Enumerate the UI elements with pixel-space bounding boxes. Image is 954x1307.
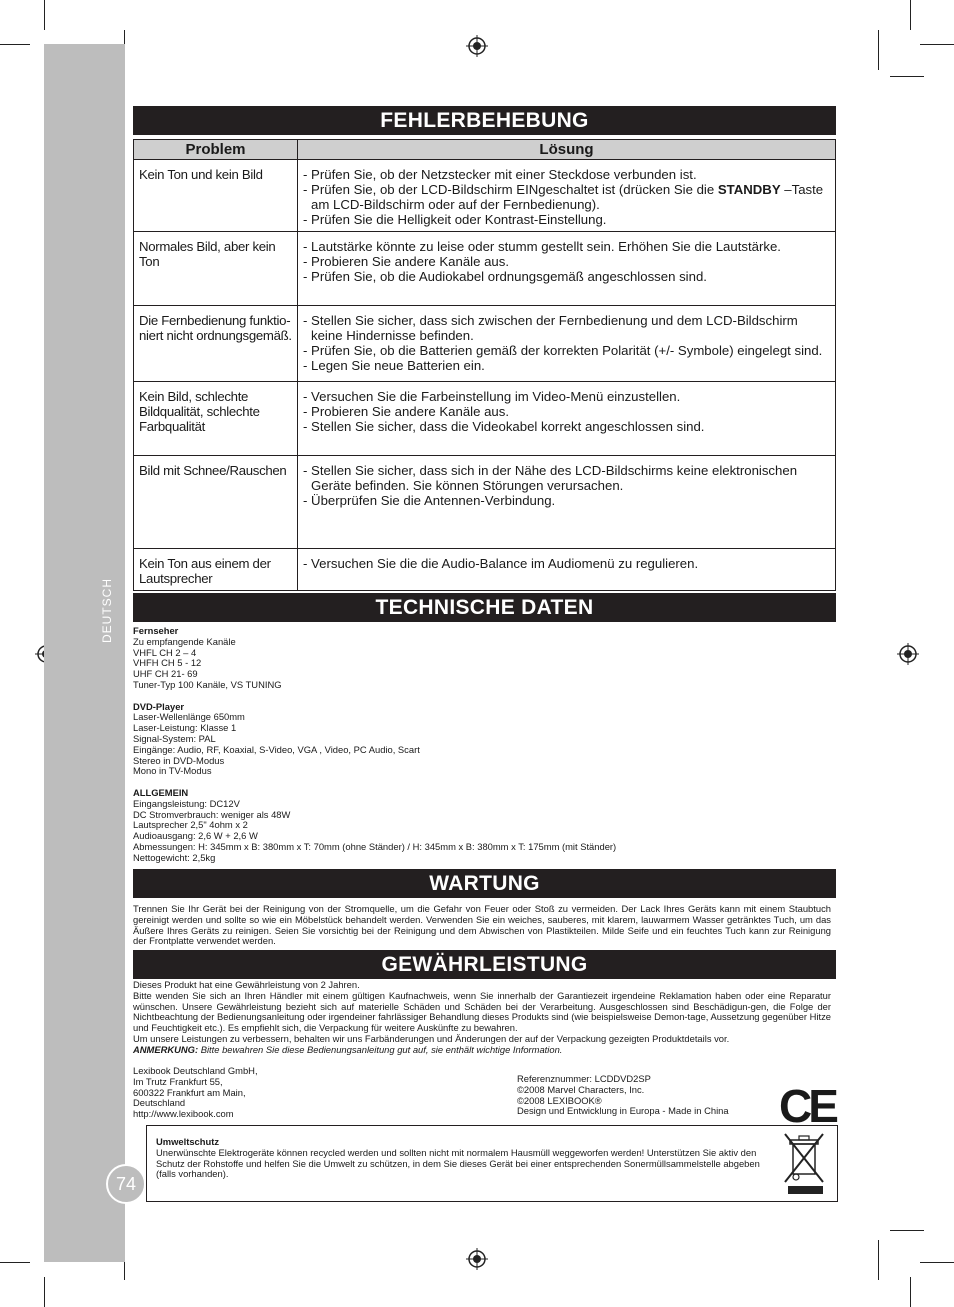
spec-line: Laser-Wellenlänge 650mm (133, 711, 245, 723)
crop-mark (910, 1277, 911, 1307)
spec-line: Laser-Leistung: Klasse 1 (133, 722, 237, 734)
warranty-paragraph: Um unsere Leistungen zu verbessern, behalten wir uns Farbänderungen und Änderungen der auf der Verpackung gezeigten Produktdetails vor. (133, 1032, 730, 1044)
crop-mark (920, 1262, 954, 1263)
spec-line: Abmessungen: H: 345mm x B: 380mm x T: 70mm (ohne Ständer) / H: 345mm x B: 380mm x T: 175mm (mit Ständer) (133, 840, 617, 852)
table-row (134, 456, 836, 549)
solution-line: - Prüfen Sie, ob die Batterien gemäß der korrekten Polarität (+/- Symbole) eingelegt sind. (303, 343, 823, 358)
solution-line: - Stellen Sie sicher, dass sich zwischen der Fernbedienung und dem LCD-Bildschirm keine Hindernisse befinden. (303, 313, 798, 343)
warranty-paragraph: Dieses Produkt hat eine Gewährleistung von 2 Jahren. (133, 979, 360, 990)
address-line: 600322 Frankfurt am Main, (133, 1086, 246, 1098)
spec-line: Eingangsleistung: DC12V (133, 797, 240, 809)
reference-line: ©2008 Marvel Characters, Inc. (517, 1083, 645, 1095)
registration-mark-icon (466, 1248, 488, 1270)
table-header-row (134, 140, 836, 160)
solution-line: - Probieren Sie andere Kanäle aus. (303, 404, 510, 419)
problem-cell: Bild mit Schnee/Rauschen (134, 456, 298, 549)
crop-mark (910, 0, 911, 30)
standby-key-label: STANDBY (717, 182, 781, 197)
crop-mark (878, 1240, 879, 1280)
crop-mark (890, 1230, 924, 1231)
solution-text: - Prüfen Sie, ob der LCD-Bildschirm EINgeschaltet ist (drücken Sie die (303, 182, 718, 197)
ce-mark-icon: CE (779, 1080, 835, 1132)
crop-mark (0, 44, 30, 45)
spec-line: VHFH CH 5 - 12 (133, 657, 202, 669)
language-label: DEUTSCH (100, 577, 114, 643)
crop-mark (878, 30, 879, 70)
spec-line: UHF CH 21- 69 (133, 668, 198, 680)
environment-title: Umweltschutz (156, 1136, 220, 1147)
spec-line: DC Stromverbrauch: weniger als 48W (133, 808, 291, 820)
spec-line: Lautsprecher 2,5" 4ohm x 2 (133, 819, 248, 831)
spec-line: Audioausgang: 2,6 W + 2,6 W (133, 830, 258, 842)
environment-text: Unerwünschte Elektrogeräte können recycled werden und sollten nicht mit normalem Hausmüll weggeworfen werden! Unterstützen Sie aktiv den Schutz der Rohstoffe und helfen Sie die Umwelt zu schützen, in dem Sie dieses Gerät bei einer entsprechenden Sonermüllsammelstelle abgeben (falls vorhanden). (156, 1146, 760, 1180)
solution-line: - Prüfen Sie die Helligkeit oder Kontrast-Einstellung. (303, 212, 607, 227)
problem-cell: Die Fernbedienung funktio-niert nicht ordnungsgemäß. (134, 306, 298, 382)
warranty-note (133, 1045, 831, 1056)
table-row (134, 382, 836, 456)
problem-cell: Kein Ton aus einem der Lautsprecher (134, 549, 298, 591)
warranty-title: GEWÄHRLEISTUNG (133, 950, 836, 979)
table-row (134, 549, 836, 591)
solution-line: - Stellen Sie sicher, dass die Videokabel korrekt angeschlossen sind. (303, 419, 705, 434)
address-line: Im Trutz Frankfurt 55, (133, 1075, 223, 1087)
tech-specs-block (133, 626, 833, 864)
column-header-problem: Problem (134, 140, 298, 160)
solution-line: - Prüfen Sie, ob der Netzstecker mit einer Steckdose verbunden ist. (303, 167, 697, 182)
problem-cell: Normales Bild, aber kein Ton (134, 232, 298, 306)
solution-cell (298, 456, 836, 549)
note-label: ANMERKUNG: (133, 1043, 199, 1055)
environment-content (156, 1137, 771, 1180)
crop-mark (890, 76, 924, 77)
solution-line: - Versuchen Sie die Farbeinstellung im Video-Menü einzustellen. (303, 389, 681, 404)
solution-line: - Legen Sie neue Batterien ein. (303, 358, 485, 373)
reference-line: ©2008 LEXIBOOK® (517, 1094, 602, 1106)
dvd-heading: DVD-Player (133, 700, 185, 712)
solution-line: - Lautstärke könnte zu leise oder stumm gestellt sein. Erhöhen Sie die Lautstärke. (303, 239, 781, 254)
spec-line: Tuner-Typ 100 Kanäle, VS TUNING (133, 678, 282, 690)
crop-mark (44, 1277, 45, 1307)
spec-line: Eingänge: Audio, RF, Koaxial, S-Video, VGA , Video, PC Audio, Scart (133, 743, 420, 755)
column-header-solution: Lösung (298, 140, 836, 160)
solution-cell (298, 160, 836, 232)
tv-heading: Fernseher (133, 625, 179, 636)
spec-line: Zu empfangende Kanäle (133, 635, 236, 647)
address-line: Deutschland (133, 1097, 186, 1109)
solution-line: - Prüfen Sie, ob die Audiokabel ordnungsgemäß angeschlossen sind. (303, 269, 707, 284)
spec-line: VHFL CH 2 – 4 (133, 646, 197, 658)
reference-info (517, 1074, 767, 1117)
troubleshooting-title: FEHLERBEHEBUNG (133, 106, 836, 135)
reference-line: Design und Entwicklung in Europa - Made in China (517, 1105, 729, 1117)
general-heading: ALLGEMEIN (133, 786, 189, 798)
side-strip (44, 44, 125, 1262)
crossed-out-bin-icon (783, 1130, 827, 1194)
solution-line: - Stellen Sie sicher, dass sich in der Nähe des LCD-Bildschirms keine elektronischen Geräte befinden. Sie können Störungen verursachen. (303, 463, 798, 493)
reference-line: Referenznummer: LCDDVD2SP (517, 1073, 651, 1084)
problem-cell: Kein Bild, schlechte Bildqualität, schlechte Farbqualität (134, 382, 298, 456)
maintenance-text: Trennen Sie Ihr Gerät bei der Reinigung von der Stromquelle, um die Gefahr von Feuer oder Stoß zu vermeiden. Der Lack Ihres Geräts kann mit einem Staubtuch gereinigt werden und sollte so wie ein Möbelstück behandelt werden. Verwenden Sie ein weiches, sauberes, mit klarem, lauwarmem Wasser getränktes Tuch, um das Äußere Ihres Geräts zu reinigen. Seien Sie vorsichtig bei der Reinigung und dem Abwischen von Plastikteilen. Milde Seife und ein feuchtes Tuch kann zur Reinigung der Frontplatte verwendet werden. (133, 903, 831, 947)
problem-cell: Kein Ton und kein Bild (134, 160, 298, 232)
table-row (134, 160, 836, 232)
crop-mark (0, 1262, 30, 1263)
spec-line: Nettogewicht: 2,5kg (133, 851, 216, 863)
spec-line: Signal-System: PAL (133, 732, 216, 744)
solution-cell (298, 232, 836, 306)
warranty-paragraph: Bitte wenden Sie sich an Ihren Händler mit einem gültigen Kaufnachweis, wenn Sie innerhalb der Garantiezeit irgendeine Reklamation haben oder eine Reparatur wünschen. Unsere Gewährleistung bezieht sich auf materielle Schäden und Schäden bei der Verarbeitung. Ausgeschlossen sind Beschädigun-gen, die Folge der Nichtbeachtung der Bedienungsanleitung oder irgendeiner fahrlässiger Behandlung dieses Produkts sind (wie beispielsweise Demon-tage, Aussetzung gegenüber Hitze und Feuchtigkeit etc.). Es empfiehlt sich, die Verpackung für weitere Auskünfte zu bewahren. (133, 989, 831, 1034)
company-address (133, 1066, 333, 1120)
table-row (134, 306, 836, 382)
table-row (134, 232, 836, 306)
solution-cell (298, 306, 836, 382)
solution-cell (298, 382, 836, 456)
warranty-text (133, 980, 831, 1056)
solution-line (303, 182, 830, 212)
environment-box (146, 1125, 838, 1202)
spec-line: Mono in TV-Modus (133, 765, 212, 777)
solution-line: - Probieren Sie andere Kanäle aus. (303, 254, 510, 269)
maintenance-title: WARTUNG (133, 869, 836, 898)
tech-specs-title: TECHNISCHE DATEN (133, 593, 836, 622)
solution-text: –Taste am LCD-Bildschirm oder auf der Fernbedienung). (311, 182, 824, 212)
note-text: Bitte bewahren Sie diese Bedienungsanleitung gut auf, sie enthält wichtige Information. (198, 1043, 563, 1055)
page-number: 74 (106, 1164, 146, 1204)
crop-mark (920, 44, 954, 45)
solution-line: - Versuchen Sie die die Audio-Balance im Audiomenü zu regulieren. (303, 556, 699, 571)
website-link[interactable]: http://www.lexibook.com (133, 1108, 234, 1120)
address-line: Lexibook Deutschland GmbH, (133, 1065, 258, 1076)
crop-mark (44, 0, 45, 30)
solution-line: - Überprüfen Sie die Antennen-Verbindung. (303, 493, 556, 508)
registration-mark-icon (897, 643, 919, 665)
troubleshooting-table (133, 139, 836, 591)
registration-mark-icon (466, 35, 488, 57)
spec-line: Stereo in DVD-Modus (133, 754, 225, 766)
solution-cell (298, 549, 836, 591)
